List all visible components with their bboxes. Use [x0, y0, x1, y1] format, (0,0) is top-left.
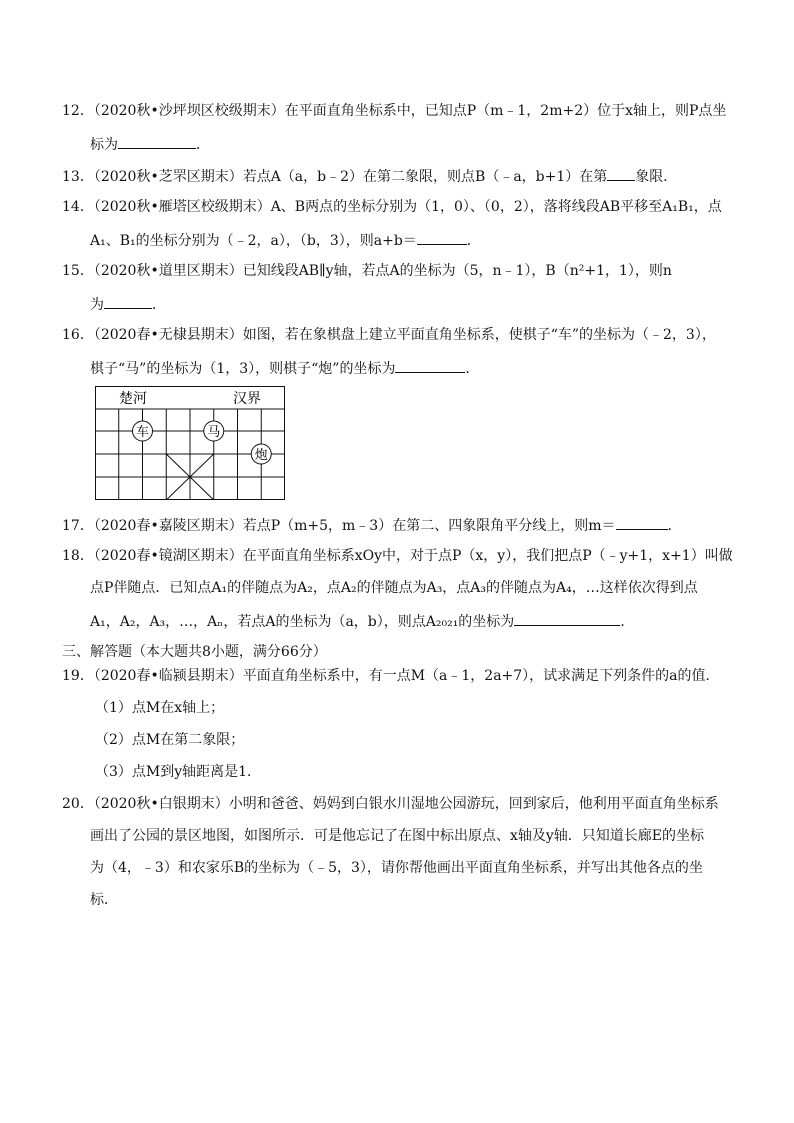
- q14-line1: 14．（2020秋•雁塔区校级期末）A、B两点的坐标分别为（1，0）、（0，2），落将线段AB平移至A₁B₁，点: [62, 199, 722, 215]
- piece-pao: [251, 444, 271, 464]
- q17-text: 17．（2020春•嘉陵区期末）若点P（m+5，m﹣3）在第二、四象限角平分线上，则m＝: [62, 518, 616, 534]
- q12-text: 标为: [90, 137, 118, 153]
- q20-line4: 标．: [90, 892, 118, 908]
- q13-text: 13．（2020秋•芝罘区期末）若点A（a，b﹣2）在第二象限，则点B（﹣a，b+1）在第: [62, 169, 608, 185]
- river-label-right: 汉界: [233, 391, 261, 407]
- piece-ma: [204, 421, 224, 441]
- q19-line1: 19．（2020春•临颍县期末）平面直角坐标系中，有一点M（a﹣1，2a+7），试求满足下列条件的a的值．: [62, 668, 720, 684]
- piece-che: [133, 421, 153, 441]
- q19-sub3: （3）点M到y轴距离是1．: [95, 764, 262, 780]
- q14-line2: A₁、B₁的坐标分别为（﹣2，a），（b，3），则a+b＝ ．: [90, 229, 481, 251]
- answer-blank: [395, 357, 465, 373]
- q18-text: A₁，A₂，A₃，…，Aₙ，若点A的坐标为（a，b），则点A₂₀₂₁的坐标为: [90, 614, 515, 630]
- river-label-left: 楚河: [119, 391, 147, 407]
- q14-text: A₁、B₁的坐标分别为（﹣2，a），（b，3），则a+b＝: [90, 233, 417, 249]
- answer-blank: [104, 293, 152, 309]
- section-title: 三、解答题（本大题共8小题，满分66分）: [62, 644, 327, 660]
- q19-sub2: （2）点M在第二象限；: [95, 732, 245, 748]
- q13-line1: 13．（2020秋•芝罘区期末）若点A（a，b﹣2）在第二象限，则点B（﹣a，b+1）在第 象限．: [62, 165, 677, 187]
- q18-line2: 点P伴随点．已知点A₁的伴随点为A₂，点A₂的伴随点为A₃，点A₃的伴随点为A₄，…这样依次得到点: [90, 580, 698, 596]
- q20-line3: 为（4，﹣3）和农家乐B的坐标为（﹣5，3），请你帮他画出平面直角坐标系，并写出其他各点的坐: [90, 860, 703, 876]
- q12-line1: 12．（2020秋•沙坪坝区校级期末）在平面直角坐标系中，已知点P（m﹣1，2m+2）位于x轴上，则P点坐: [62, 103, 727, 119]
- answer-blank: [118, 133, 196, 149]
- q20-line1: 20．（2020秋•白银期末）小明和爸爸、妈妈到白银水川湿地公园游玩，回到家后，他利用平面直角坐标系: [62, 796, 719, 812]
- svg-text:炮: 炮: [254, 448, 268, 463]
- q15-text: 为: [90, 297, 104, 313]
- answer-blank: [616, 514, 668, 530]
- q16-line1: 16．（2020春•无棣县期末）如图，若在象棋盘上建立平面直角坐标系，使棋子“车”的坐标为（﹣2，3），: [62, 327, 716, 343]
- svg-text:马: 马: [207, 425, 221, 440]
- q18-line3: A₁，A₂，A₃，…，Aₙ，若点A的坐标为（a，b），则点A₂₀₂₁的坐标为 ．: [90, 610, 634, 632]
- answer-blank: [607, 165, 635, 181]
- q15-line1: 15．（2020秋•道里区期末）已知线段AB∥y轴，若点A的坐标为（5，n﹣1），B（n²+1，1），则n: [62, 263, 672, 279]
- q18-line1: 18．（2020春•镜湖区期末）在平面直角坐标系xOy中，对于点P（x，y），我们把点P（﹣y+1，x+1）叫做: [62, 548, 733, 564]
- answer-blank: [417, 229, 467, 245]
- q17-line1: 17．（2020春•嘉陵区期末）若点P（m+5，m﹣3）在第二、四象限角平分线上，则m＝ ．: [62, 514, 682, 536]
- q12-line2: 标为 ．: [90, 133, 210, 155]
- q15-line2: 为 ．: [90, 293, 166, 315]
- q16-text: 棋子“马”的坐标为（1，3），则棋子“炮”的坐标为: [90, 361, 396, 377]
- svg-text:车: 车: [135, 425, 150, 440]
- q20-line2: 画出了公园的景区地图，如图所示．可是他忘记了在图中标出原点、x轴及y轴．只知道长廊E的坐标: [90, 828, 705, 844]
- answer-blank: [514, 610, 620, 626]
- q19-sub1: （1）点M在x轴上；: [95, 700, 225, 716]
- chess-board-figure: [95, 386, 285, 500]
- q16-line2: 棋子“马”的坐标为（1，3），则棋子“炮”的坐标为 ．: [90, 357, 479, 379]
